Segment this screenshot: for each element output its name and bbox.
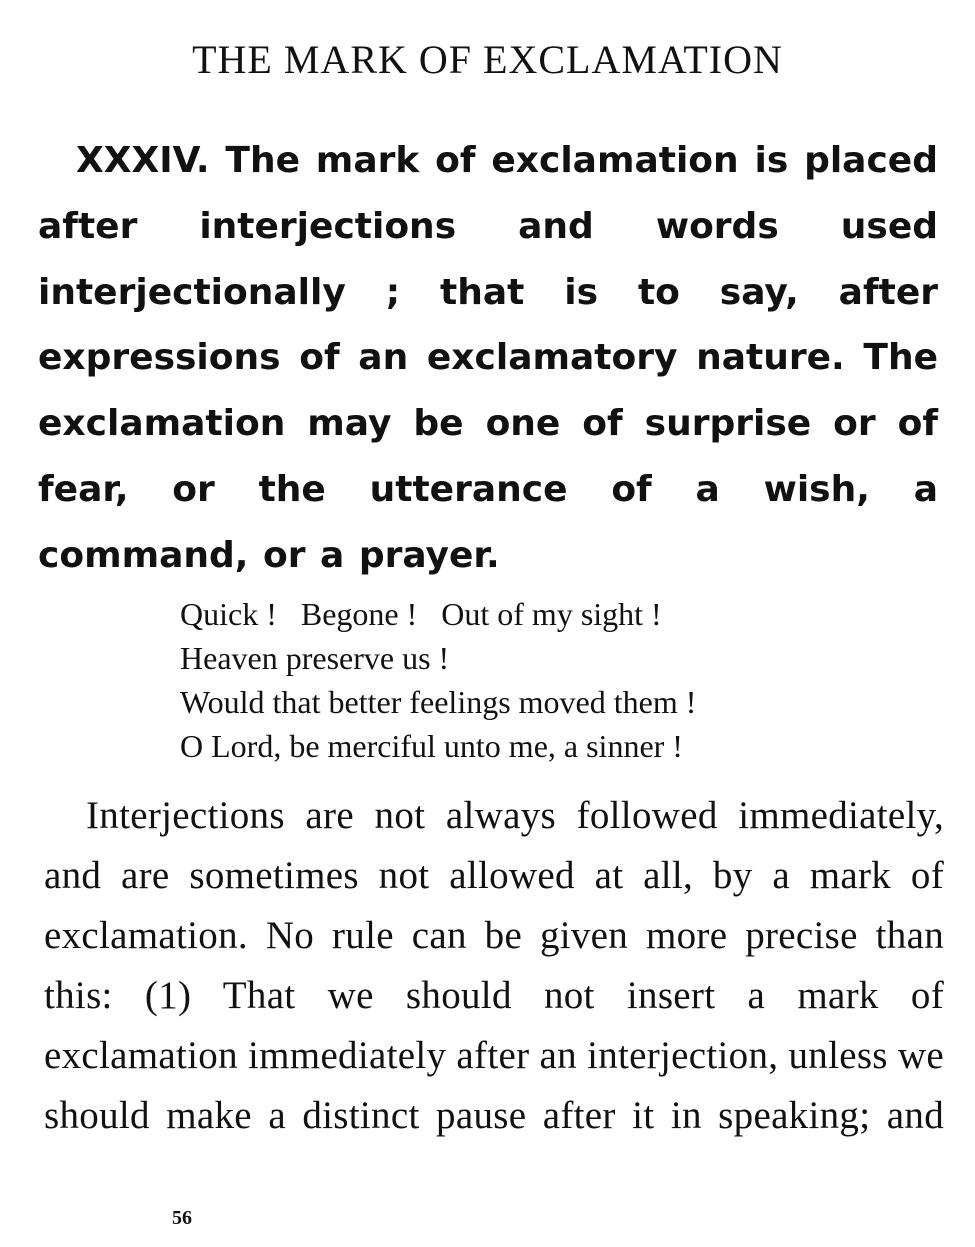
body-paragraph-text: Interjections are not always followed immediately, and are sometimes not allowed at all, by a mark of exclamation. No rule can be given more precise than this: (1) That we should not insert a mark of exclamation immediately after an interjection, unless we should make a distinct pause after it in speaking; and	[44, 794, 944, 1137]
example-line: Quick ! Begone ! Out of my sight !	[180, 596, 662, 632]
rule-number: XXXIV.	[76, 140, 210, 181]
page-number: 56	[172, 1207, 192, 1229]
example-line: O Lord, be merciful unto me, a sinner !	[180, 728, 683, 764]
example-line: Would that better feelings moved them !	[180, 684, 697, 720]
example-line: Heaven preserve us !	[180, 640, 450, 676]
rule-text: The mark of exclamation is placed after interjections and words used interjectionally ; that is to say, after expressions of an exclamatory nature. The exclamation may be one of surprise or of fear, or the utterance of a wish, a command, or a prayer.	[38, 140, 938, 576]
body-paragraph	[44, 786, 944, 1146]
example-block	[180, 592, 880, 768]
rule-paragraph	[38, 128, 938, 589]
page-title: THE MARK OF EXCLAMATION	[192, 37, 783, 82]
